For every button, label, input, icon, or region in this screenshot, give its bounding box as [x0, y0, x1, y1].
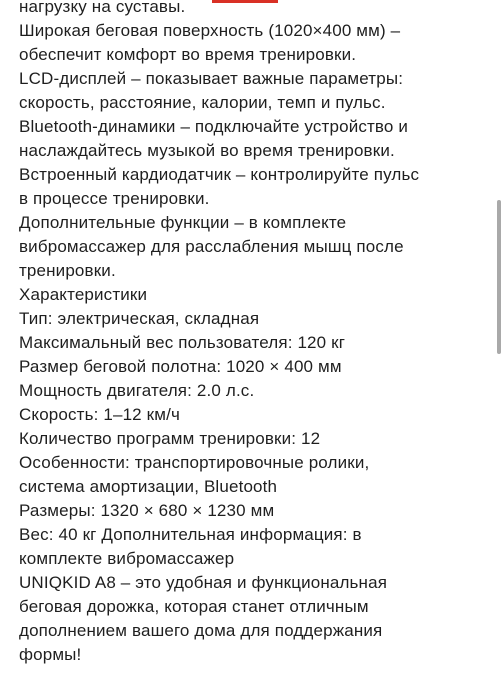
text-line: LCD-дисплей – показывает важные параметры: — [19, 69, 404, 88]
text-line: Размеры: 1320 × 680 × 1230 мм — [19, 501, 275, 520]
text-line: система амортизации, Bluetooth — [19, 477, 278, 496]
text-line: нагрузку на суставы. — [19, 0, 186, 16]
text-line: Количество программ тренировки: 12 — [19, 429, 321, 448]
text-line: формы! — [19, 645, 82, 664]
text-line: Мощность двигателя: 2.0 л.с. — [19, 381, 255, 400]
text-line: Тип: электрическая, складная — [19, 309, 260, 328]
scrollbar-thumb[interactable] — [497, 200, 501, 354]
text-line: UNIQKID A8 – это удобная и функциональная — [19, 573, 388, 592]
text-line: в процессе тренировки. — [19, 189, 210, 208]
text-line: наслаждайтесь музыкой во время тренировки. — [19, 141, 395, 160]
description-text — [19, 0, 489, 667]
text-line: Максимальный вес пользователя: 120 кг — [19, 333, 346, 352]
text-line: тренировки. — [19, 261, 116, 280]
text-line: дополнением вашего дома для поддержания — [19, 621, 383, 640]
text-line: комплекте вибромассажер — [19, 549, 235, 568]
text-line: Bluetooth-динамики – подключайте устройство и — [19, 117, 409, 136]
text-line: Размер беговой полотна: 1020 × 400 мм — [19, 357, 342, 376]
text-line: Дополнительные функции – в комплекте — [19, 213, 347, 232]
text-line: Скорость: 1–12 км/ч — [19, 405, 180, 424]
text-line: обеспечит комфорт во время тренировки. — [19, 45, 357, 64]
text-line: Вес: 40 кг Дополнительная информация: в — [19, 525, 362, 544]
text-line: вибромассажер для расслабления мышц после — [19, 237, 404, 256]
section-heading: Характеристики — [19, 285, 148, 304]
text-line: скорость, расстояние, калории, темп и пульс. — [19, 93, 386, 112]
text-line: Встроенный кардиодатчик – контролируйте пульс — [19, 165, 420, 184]
text-line: Широкая беговая поверхность (1020×400 мм) – — [19, 21, 401, 40]
text-line: Особенности: транспортировочные ролики, — [19, 453, 370, 472]
text-line: беговая дорожка, которая станет отличным — [19, 597, 369, 616]
